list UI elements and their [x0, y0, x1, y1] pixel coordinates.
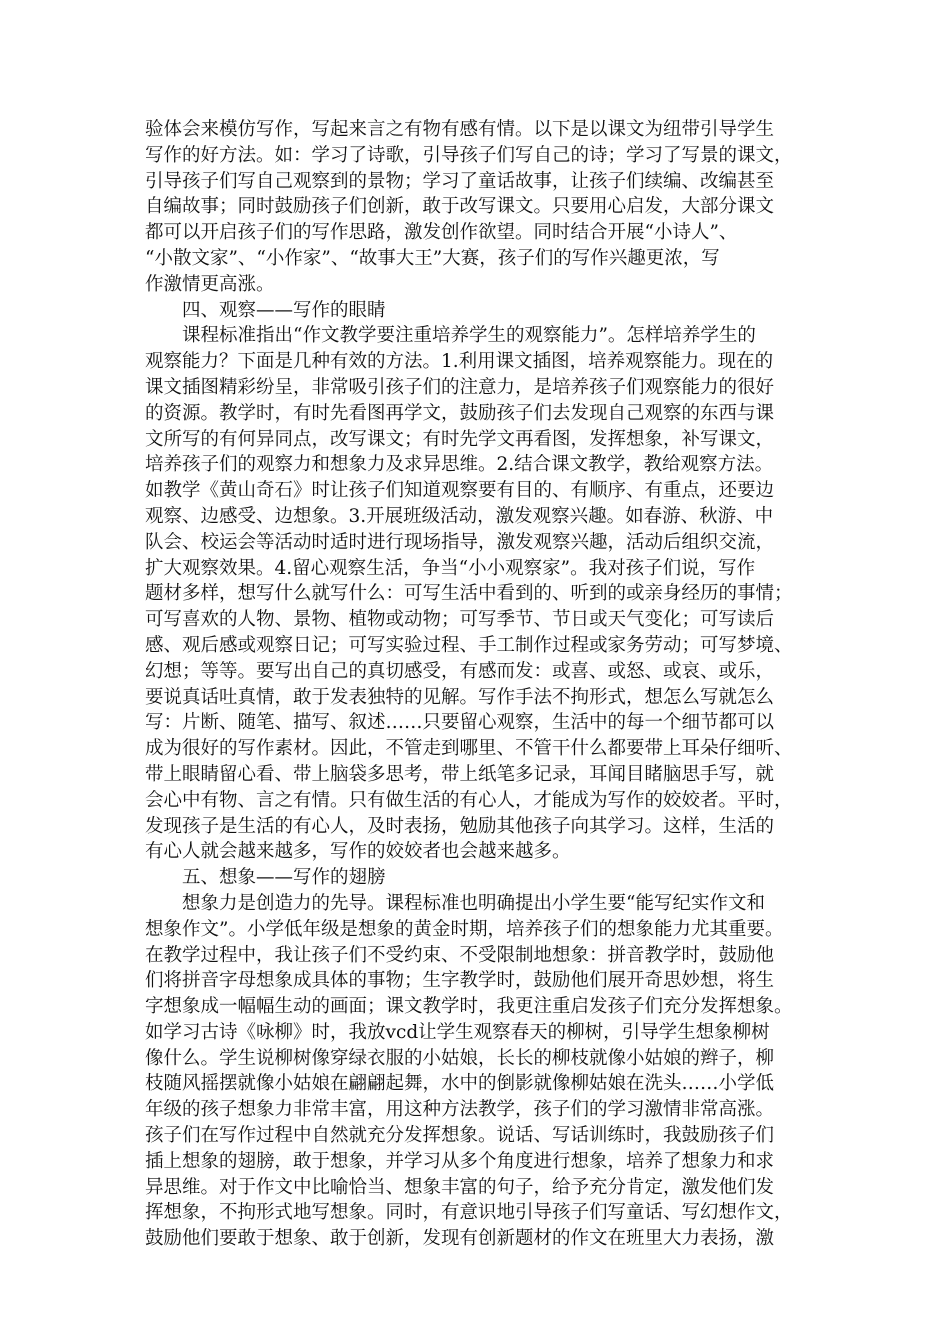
text-line: 要说真话吐真情，敢于发表独特的见解。写作手法不拘形式，想怎么写就怎么	[145, 686, 775, 708]
document-body	[145, 117, 825, 1252]
text-line: 队会、校运会等活动时适时进行现场指导，激发观察兴趣，活动后组织交流，	[145, 531, 775, 553]
text-line: 在教学过程中，我让孩子们不受约束、不受限制地想象：拼音教学时，鼓励他	[145, 944, 775, 966]
text-line: 插上想象的翅膀，敢于想象，并学习从多个角度进行想象，培养了想象力和求	[145, 1150, 775, 1172]
text-line: “小散文家”、“小作家”、“故事大王”大赛，孩子们的写作兴趣更浓，写	[145, 247, 720, 269]
text-line: 如教学《黄山奇石》时让孩子们知道观察要有目的、有顺序、有重点，还要边	[145, 480, 775, 502]
text-line: 观察、边感受、边想象。3.开展班级活动，激发观察兴趣。如春游、秋游、中	[145, 505, 774, 527]
text-line: 引导孩子们写自己观察到的景物；学习了童话故事，让孩子们续编、改编甚至	[145, 170, 775, 192]
text-line: 鼓励他们要敢于想象、敢于创新，发现有创新题材的作文在班里大力表扬，激	[145, 1228, 775, 1250]
text-line: 们将拼音字母想象成具体的事物；生字教学时，鼓励他们展开奇思妙想，将生	[145, 970, 775, 992]
text-line: 如学习古诗《咏柳》时，我放vcd让学生观察春天的柳树，引导学生想象柳树	[145, 1021, 770, 1043]
text-line: 自编故事；同时鼓励孩子们创新，敢于改写课文。只要用心启发，大部分课文	[145, 196, 775, 218]
text-line: 会心中有物、言之有情。只有做生活的有心人，才能成为写作的姣姣者。平时，	[145, 789, 793, 811]
text-line: 成为很好的写作素材。因此，不管走到哪里、不管干什么都要带上耳朵仔细听、	[145, 738, 793, 760]
text-line: 孩子们在写作过程中自然就充分发挥想象。说话、写话训练时，我鼓励孩子们	[145, 1125, 775, 1147]
text-line: 观察能力？下面是几种有效的方法。1.利用课文插图，培养观察能力。现在的	[145, 351, 774, 373]
text-line: 想象作文”。小学低年级是想象的黄金时期，培养孩子们的想象能力尤其重要。	[145, 918, 784, 940]
text-line: 枝随风摇摆就像小姑娘在翩翩起舞，水中的倒影就像柳姑娘在洗头……小学低	[145, 1073, 775, 1095]
text-line: 年级的孩子想象力非常丰富，用这种方法教学，孩子们的学习激情非常高涨。	[145, 1099, 775, 1121]
text-line: 幻想；等等。要写出自己的真切感受，有感而发：或喜、或怒、或哀、或乐，	[145, 660, 775, 682]
section-heading: 五、想象——写作的翅膀	[182, 867, 386, 889]
text-line: 像什么。学生说柳树像穿绿衣服的小姑娘，长长的柳枝就像小姑娘的辫子，柳	[145, 1047, 775, 1069]
text-line: 课文插图精彩纷呈，非常吸引孩子们的注意力，是培养孩子们观察能力的很好	[145, 376, 775, 398]
text-line: 验体会来模仿写作，写起来言之有物有感有情。以下是以课文为纽带引导学生	[145, 119, 775, 140]
text-line: 有心人就会越来越多，写作的姣姣者也会越来越多。	[145, 841, 571, 863]
text-line: 写：片断、随笔、描写、叙述……只要留心观察，生活中的每一个细节都可以	[145, 712, 775, 734]
text-line: 字想象成一幅幅生动的画面；课文教学时，我更注重启发孩子们充分发挥想象。	[145, 996, 793, 1018]
text-line: 扩大观察效果。4.留心观察生活，争当“小小观察家”。我对孩子们说，写作	[145, 557, 756, 579]
text-line: 题材多样，想写什么就写什么：可写生活中看到的、听到的或亲身经历的事情；	[145, 583, 793, 605]
text-line: 都可以开启孩子们的写作思路，激发创作欲望。同时结合开展“小诗人”、	[145, 222, 738, 244]
text-line: 的资源。教学时，有时先看图再学文，鼓励孩子们去发现自己观察的东西与课	[145, 402, 775, 424]
text-line: 培养孩子们的观察力和想象力及求异思维。2.结合课文教学，教给观察方法。	[145, 454, 774, 476]
paragraph-first-line: 想象力是创造力的先导。课程标准也明确提出小学生要“能写纪实作文和	[182, 892, 765, 914]
text-line: 发现孩子是生活的有心人，及时表扬，勉励其他孩子向其学习。这样，生活的	[145, 815, 775, 837]
text-line: 写作的好方法。如：学习了诗歌，引导孩子们写自己的诗；学习了写景的课文，	[145, 144, 793, 166]
text-line: 挥想象，不拘形式地写想象。同时，有意识地引导孩子们写童话、写幻想作文，	[145, 1202, 793, 1224]
text-line: 作激情更高涨。	[145, 273, 275, 295]
text-line: 异思维。对于作文中比喻恰当、想象丰富的句子，给予充分肯定，激发他们发	[145, 1176, 775, 1198]
text-line: 文所写的有何异同点，改写课文；有时先学文再看图，发挥想象，补写课文，	[145, 428, 775, 450]
section-heading: 四、观察——写作的眼睛	[182, 299, 386, 321]
text-line: 感、观后感或观察日记；可写实验过程、手工制作过程或家务劳动；可写梦境、	[145, 634, 793, 656]
text-line: 带上眼睛留心看、带上脑袋多思考，带上纸笔多记录，耳闻目睹脑思手写，就	[145, 763, 775, 785]
paragraph-first-line: 课程标准指出“作文教学要注重培养学生的观察能力”。怎样培养学生的	[182, 325, 756, 347]
text-line: 可写喜欢的人物、景物、植物或动物；可写季节、节日或天气变化；可写读后	[145, 609, 775, 631]
